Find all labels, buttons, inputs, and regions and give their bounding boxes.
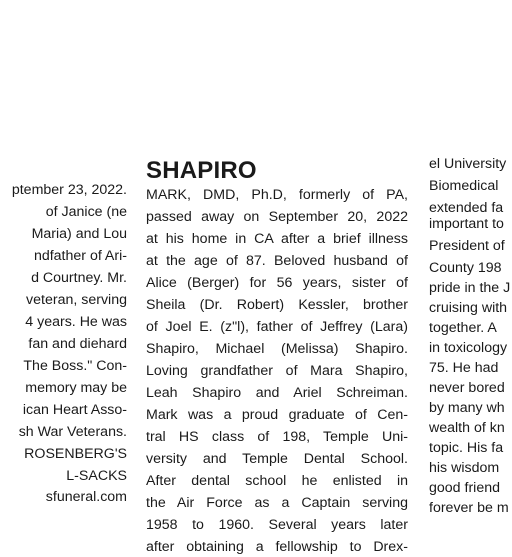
left-text-line: L-SACKS — [66, 468, 127, 484]
obituary-text-line: at the age of 87. Beloved husband of — [146, 253, 408, 269]
left-text-line: The Boss." Con- — [23, 358, 127, 374]
right-text-line: topic. His fa — [429, 440, 504, 456]
left-text-line: sfuneral.com — [45, 489, 127, 505]
right-obituary-column — [429, 0, 512, 516]
obituary-text-line: MARK, DMD, Ph.D, formerly of PA, — [146, 187, 408, 203]
obituary-title: SHAPIRO — [146, 157, 257, 184]
right-text-line: Biomedical — [429, 178, 499, 194]
left-text-line: ptember 23, 2022. — [11, 182, 127, 198]
obituary-text-line: after obtaining a fellowship to Drex- — [146, 539, 408, 555]
right-text-line: his wisdom — [429, 460, 500, 476]
right-text-line: in toxicology — [429, 340, 508, 356]
obituary-text-line: 1958 to 1960. Several years later — [146, 517, 408, 533]
right-text-line: wealth of kn — [429, 420, 505, 436]
left-obituary-column — [0, 0, 127, 512]
left-text-line: 4 years. He was — [25, 314, 127, 330]
left-text-line: fan and diehard — [28, 336, 127, 352]
right-text-line: forever be m — [429, 500, 509, 516]
obituary-text-line: After dental school he enlisted in — [146, 473, 408, 489]
obituary-text-line: passed away on September 20, 2022 — [146, 209, 408, 225]
right-text-line: cruising with — [429, 300, 508, 316]
left-text-line: memory may be — [25, 380, 127, 396]
left-text-line: sh War Veterans. — [18, 424, 127, 440]
obituary-text-line: the Air Force as a Captain serving — [146, 495, 408, 511]
right-text-line: extended fa — [429, 200, 504, 216]
obituary-text-line: Mark was a proud graduate of Cen- — [146, 407, 408, 423]
obituary-text-line: Loving grandfather of Mara Shapiro, — [146, 363, 408, 379]
right-text-line: by many wh — [429, 400, 505, 416]
right-text-line: County 198 — [429, 260, 502, 276]
right-text-line: important to — [429, 216, 504, 232]
right-text-line: 75. He had — [429, 360, 499, 376]
obituary-text-line: Leah Shapiro and Ariel Schreiman. — [146, 385, 408, 401]
right-text-line: el University — [429, 156, 507, 172]
shapiro-obituary-column — [146, 0, 408, 555]
right-text-line: together. A — [429, 320, 497, 336]
left-text-line: ROSENBERG'S — [24, 446, 127, 462]
obituary-text-line: Sheila (Dr. Robert) Kessler, brother — [146, 297, 408, 313]
obituary-text-line: tral HS class of 198, Temple Uni- — [146, 429, 408, 445]
left-text-line: ican Heart Asso- — [22, 402, 127, 418]
right-text-line: good friend — [429, 480, 500, 496]
obituary-text-line: at his home in CA after a brief illness — [146, 231, 408, 247]
left-text-line: d Courtney. Mr. — [31, 270, 127, 286]
right-text-line: pride in the J — [429, 280, 511, 296]
left-text-line: ndfather of Ari- — [33, 248, 127, 264]
obituary-text-line: versity and Temple Dental School. — [146, 451, 408, 467]
obituary-text-line: Shapiro, Michael (Melissa) Shapiro. — [146, 341, 408, 357]
left-text-line: of Janice (ne — [45, 204, 127, 220]
left-text-line: Maria) and Lou — [31, 226, 127, 242]
obituary-text-line: of Joel E. (z"l), father of Jeffrey (Lara) — [146, 319, 408, 335]
obituary-text-line: Alice (Berger) for 56 years, sister of — [146, 275, 408, 291]
left-text-line: veteran, serving — [26, 292, 127, 308]
right-text-line: never bored — [429, 380, 505, 396]
right-text-line: President of — [429, 238, 505, 254]
